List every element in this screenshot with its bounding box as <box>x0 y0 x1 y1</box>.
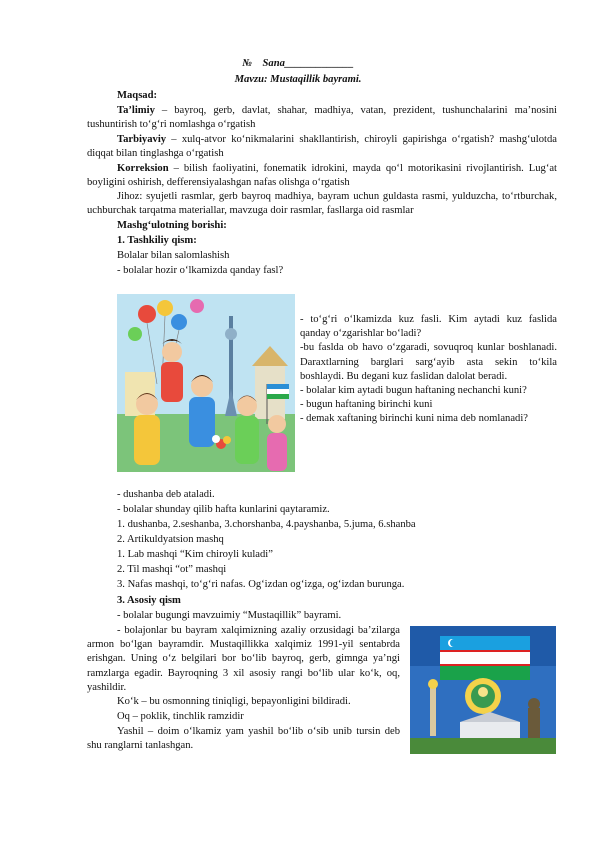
text-line: - dushanba deb ataladi. <box>117 489 215 500</box>
dialogue-line: - to‘g‘ri o‘lkamizda kuz fasli. Kim aytadi kuz faslida qanday o‘zgarishlar bo‘ladi? <box>300 314 557 340</box>
lesson-header <box>0 57 596 71</box>
organizational-part-heading: 1. Tashkiliy qism: <box>117 235 197 246</box>
main-part-intro: - bolalar bugungi mavzuimiy “Mustaqillik” bayrami. <box>117 610 342 621</box>
text-line: - bolalar shunday qilib hafta kunlarini qaytaramiz. <box>117 504 330 515</box>
dialogue-column <box>300 313 557 427</box>
text-line: 1. Lab mashqi “Kim chiroyli kuladi” <box>117 549 273 560</box>
green-meaning: Yashil – doim o‘lkamiz yam yashil bo‘lib o‘sib unib tursin deb shu ranglarni tanlashgan. <box>87 726 400 752</box>
text-line: 3. Nafas mashqi, to‘g‘ri nafas. Og‘izdan og‘izga, og‘izdan burunga. <box>117 579 405 590</box>
greeting-line: Bolalar bilan salomlashish <box>117 250 230 261</box>
independence-paragraph: - bolajonlar bu bayram xalqimizning azaliy orzusidagi ba’zilarga armon bo‘lgan bayramdir. Mustaqillikka xalqimiz 1991-yil sentabrda erishgan. Uning o‘z belgilari bor bo‘lib bayroq, gerb, gimnga ya’ngi ramzlarga egadir. Bayroqning 3 xil asosiy rangi bo‘lib ular ko‘k, oq, yashildir. <box>87 625 400 693</box>
goal-heading: Maqsad: <box>117 90 158 101</box>
dialogue-line: - demak xaftaning birinchi kuni nima deb nomlanadi? <box>300 413 528 425</box>
independence-illustration <box>410 626 556 754</box>
correction-goal: Korreksion – bilish faoliyatini, fonematik idrokini, mayda qo‘l motorikasini rivojlantirish. Lug‘at boyligini oshirish, defferensiyalashgan nafas olishga o‘rgatish <box>87 163 557 189</box>
season-question: - bolalar hozir o‘lkamizda qanday fasl? <box>117 265 284 276</box>
topic-text: Mavzu: Mustaqillik bayrami. <box>234 74 362 85</box>
lesson-topic <box>0 73 596 87</box>
dialogue-line: - bolalar kim aytadi bugun haftaning nechanchi kuni? <box>300 385 527 397</box>
main-part-heading: 3. Asosiy qism <box>117 595 181 606</box>
dialogue-line: - bugun haftaning birinchi kuni <box>300 399 433 411</box>
text-line: 2. Til mashqi “ot” mashqi <box>117 564 227 575</box>
text-line: 2. Artikuldyatsion mashq <box>117 534 224 545</box>
upbringing-goal: Tarbiyaviy – xulq-atvor ko‘nikmalarini shakllantirish, chiroyli gapirishga o‘rgatish? mashg‘ulotda diqqat bilan tinglashga o‘rgatish <box>87 134 557 160</box>
blue-meaning: Ko‘k – bu osmonning tiniqligi, bepayonligini bildiradi. <box>117 696 351 707</box>
number-sign: № <box>242 58 252 69</box>
lesson-progress-heading: Mashg‘ulotning borishi: <box>117 220 227 231</box>
educational-goal: Ta’limiy – bayroq, gerb, davlat, shahar, madhiya, vatan, prezident, tushunchalarini ma’nosini tushuntirish to‘g‘ri nomlashga o‘rgatish <box>87 105 557 131</box>
dialogue-line: -bu faslda ob havo o‘zgaradi, sovuqroq kunlar boshlanadi. Daraxtlarning barglari sarg‘ayib asta sekin to‘kila boshlaydi. Bu degani kuz faslidan dalolat beradi. <box>300 342 557 382</box>
equipment-paragraph: Jihoz: syujetli rasmlar, gerb bayroq madhiya, bayram uchun guldasta rasmi, yulduzcha, to‘rtburchak, uchburchak tarqatma materiallar, mavzuga doir rasmlar, fasllarga oid rasmlar <box>87 191 557 217</box>
white-meaning: Oq – poklik, tinchlik ramzidir <box>117 711 244 722</box>
text-line: 1. dushanba, 2.seshanba, 3.chorshanba, 4.payshanba, 5.juma, 6.shanba <box>117 519 416 530</box>
festival-illustration <box>117 294 295 472</box>
date-field: Sana_____________ <box>262 58 354 69</box>
